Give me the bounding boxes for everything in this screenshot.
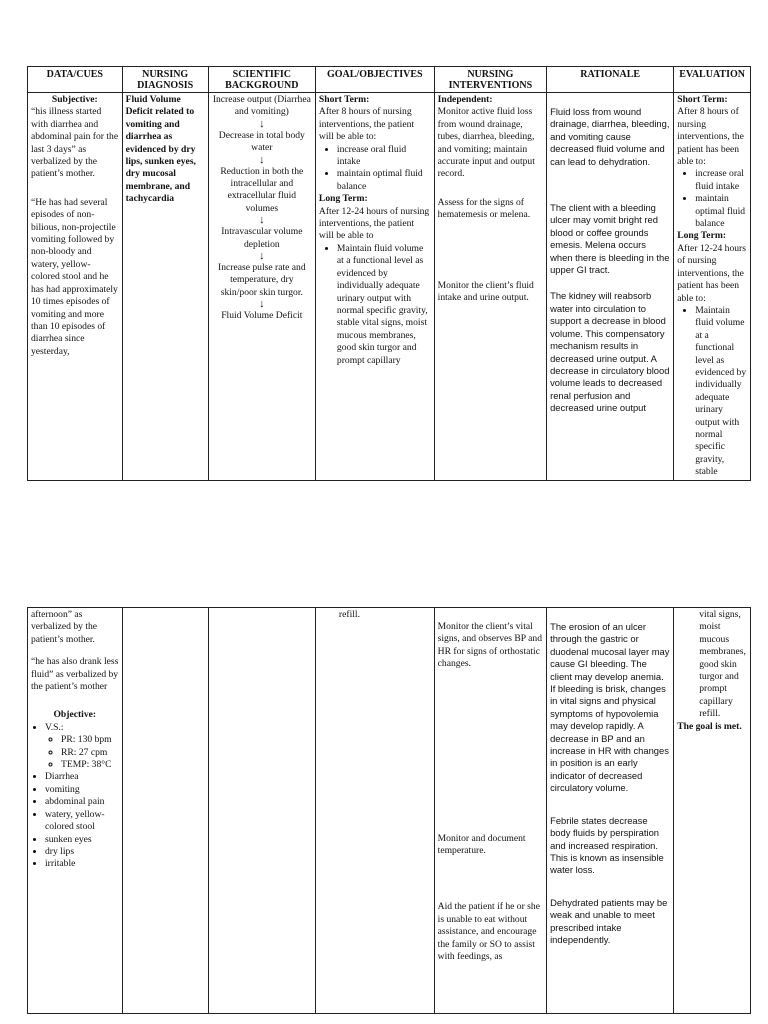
eval-long-term-item: • Maintain fluid volume at a functional level as evidenced by individually adequate urinary output with normal specific gravity, stable — [695, 305, 747, 479]
short-term-text: After 8 hours of nursing interventions, the patient will be able to: — [318, 106, 415, 143]
data-cues-cell — [28, 608, 123, 1014]
eval-short-term-list — [677, 168, 747, 230]
arrow-down-icon: ↓ — [259, 214, 265, 227]
long-term-item-cont: refill. — [338, 609, 360, 620]
background-step-3: Reduction in both the intracellular and extracellular fluid volumes — [220, 165, 304, 214]
arrow-down-icon: ↓ — [259, 298, 265, 311]
vital-signs-label: V.S.: — [45, 721, 64, 733]
intervention-6: Aid the patient if he or she is unable to eat without assistance, and encourage the family or SO to assist with feedings, as — [437, 901, 540, 963]
rationale-2: The client with a bleeding ulcer may vomit bright red blood or coffee grounds emesis. Melena occurs when there is bleeding in the upper GI tract. — [550, 202, 670, 276]
rationale-4: The erosion of an ulcer through the gastric or duodenal mucosal layer may cause GI bleeding. The client may develop anemia. If bleeding is brisk, changes in vital signs and physical symptoms of hypovolemia may develop rapidly. A decrease in BP and an increase in HR with changes in position is an early indicator of decreased circulatory volume. — [550, 621, 670, 794]
vital-signs-item — [45, 722, 119, 772]
arrow-down-icon: ↓ — [259, 250, 265, 263]
arrow-down-icon: ↓ — [259, 153, 265, 166]
objective-list — [31, 722, 119, 871]
header-scientific-background: SCIENTIFIC BACKGROUND — [208, 67, 315, 93]
objective-sign: • vomiting — [45, 784, 119, 796]
objective-sign: • watery, yellow-colored stool — [45, 809, 119, 834]
objective-sign: • sunken eyes — [45, 834, 119, 846]
content-row — [28, 608, 751, 1014]
eval-short-term-item: • maintain optimal fluid balance — [695, 193, 747, 230]
short-term-label: Short Term: — [318, 94, 370, 105]
rationale-1: Fluid loss from wound drainage, diarrhea, bleeding, and vomiting cause decreased fluid volume and can lead to dehydration. — [550, 106, 670, 167]
vital-sign: ◦ TEMP: 38°C — [61, 759, 119, 771]
long-term-item: • Maintain fluid volume at a functional level as evidenced by individually adequate urinary output with normal specific gravity, stable vital signs, moist mucous membranes, good skin turgor and prompt capillary — [337, 243, 431, 367]
objective-sign: • dry lips — [45, 846, 119, 858]
arrow-down-icon: ↓ — [259, 117, 265, 130]
rationale-cell — [547, 93, 674, 481]
subjective-quote-3: “he has also drank less fluid” as verbalized by the patient’s mother — [31, 656, 119, 693]
data-cues-cell — [28, 93, 123, 481]
intervention-5: Monitor and document temperature. — [437, 832, 526, 857]
background-cell — [208, 608, 315, 1014]
eval-short-term-text: After 8 hours of nursing interventions, the patient has been able to: — [677, 106, 744, 168]
rationale-6: Dehydrated patients may be weak and unable to meet prescribed intake independently. — [550, 896, 668, 945]
intervention-4: Monitor the client’s vital signs, and observes BP and HR for signs of orthostatic changes. — [437, 621, 543, 670]
subjective-label: Subjective: — [51, 94, 98, 105]
evaluation-cell — [674, 93, 751, 481]
header-nursing-diagnosis: NURSING DIAGNOSIS — [122, 67, 208, 93]
goals-cell — [315, 93, 434, 481]
rationale-3: The kidney will reabsorb water into circulation to support a decrease in blood volume. This compensatory mechanism results in decreased urine output. A decrease in circulatory blood volume leads to decreased renal perfusion and decreased urine output — [550, 290, 670, 414]
intervention-1: Monitor active fluid loss from wound drainage, tubes, diarrhea, bleeding, and vomiting; maintain accurate input and output record. — [437, 106, 535, 180]
objective-sign: • Diarrhea — [45, 771, 119, 783]
long-term-text: After 12-24 hours of nursing interventions, the patient will be able to — [318, 205, 430, 242]
eval-long-term-list — [677, 305, 747, 479]
background-step-5: Increase pulse rate and temperature, dry skin/poor skin turgor. — [218, 262, 306, 298]
subjective-quote-2: “He has had several episodes of non-bilious, non-projectile vomiting followed by non-bloody and watery, yellow-colored stool and he has had approximately 10 times episodes of vomiting and more than 10 episodes of diarrhea since yesterday, — [31, 196, 118, 357]
header-nursing-interventions: NURSING INTERVENTIONS — [434, 67, 546, 93]
subjective-quote-2-cont: afternoon” as verbalized by the patient’s mother. — [31, 609, 98, 645]
vital-sign: ◦ PR: 130 bpm — [61, 734, 119, 746]
independent-label: Independent: — [437, 94, 493, 105]
background-step-2: Decrease in total body water — [218, 129, 305, 154]
goals-cell — [315, 608, 434, 1014]
background-step-6: Fluid Volume Deficit — [221, 310, 303, 322]
rationale-cell — [547, 608, 674, 1014]
eval-long-term-text: After 12-24 hours of nursing interventions, the patient has been able to: — [677, 242, 746, 304]
interventions-cell — [434, 93, 546, 481]
objective-label: Objective: — [53, 709, 97, 721]
header-evaluation: EVALUATION — [674, 67, 751, 93]
nursing-diagnosis-text: Fluid Volume Deficit related to vomiting and diarrhea as evidenced by dry lips, sunken eyes, dry mucosal membrane, and tachycardia — [125, 94, 196, 205]
care-plan-table-page1 — [27, 66, 751, 481]
vital-signs-list — [45, 734, 119, 771]
header-rationale: RATIONALE — [547, 67, 674, 93]
content-row — [28, 93, 751, 481]
long-term-label: Long Term: — [318, 193, 368, 205]
short-term-list — [319, 144, 431, 194]
evaluation-cell — [674, 608, 751, 1014]
long-term-list — [319, 243, 431, 367]
eval-long-term-label: Long Term: — [677, 230, 727, 242]
eval-short-term-label: Short Term: — [677, 94, 728, 105]
care-plan-table-page2 — [27, 607, 751, 1014]
objective-sign: • irritable — [45, 858, 119, 870]
vital-sign: ◦ RR: 27 cpm — [61, 747, 119, 759]
header-goal-objectives: GOAL/OBJECTIVES — [315, 67, 434, 93]
rationale-5: Febrile states decrease body fluids by perspiration and increased respiration. This is known as insensible water loss. — [550, 814, 664, 876]
background-step-4: Intravascular volume depletion — [221, 226, 303, 250]
eval-short-term-item: • increase oral fluid intake — [695, 168, 747, 193]
diagnosis-cell — [122, 93, 208, 481]
objective-sign: • abdominal pain — [45, 796, 119, 808]
background-step-1: Increase output (Diarrhea and vomiting) — [212, 94, 311, 118]
header-row — [28, 67, 751, 93]
diagnosis-cell — [122, 608, 208, 1014]
eval-long-term-item-cont: vital signs, moist mucous membranes, good skin turgor and prompt capillary refill. — [699, 609, 746, 720]
subjective-quote-1: “his illness started with diarrhea and abdominal pain for the last 3 days” as verbalized by the patient’s mother. — [31, 106, 119, 180]
interventions-cell — [434, 608, 546, 1014]
intervention-3: Monitor the client’s fluid intake and urine output. — [437, 279, 534, 304]
short-term-item: • maintain optimal fluid balance — [337, 168, 431, 193]
header-data-cues: DATA/CUES — [28, 67, 123, 93]
short-term-item: • increase oral fluid intake — [337, 144, 431, 169]
intervention-2: Assess for the signs of hematemesis or melena. — [437, 196, 531, 221]
background-cell — [208, 93, 315, 481]
goal-met-text: The goal is met. — [677, 720, 742, 732]
